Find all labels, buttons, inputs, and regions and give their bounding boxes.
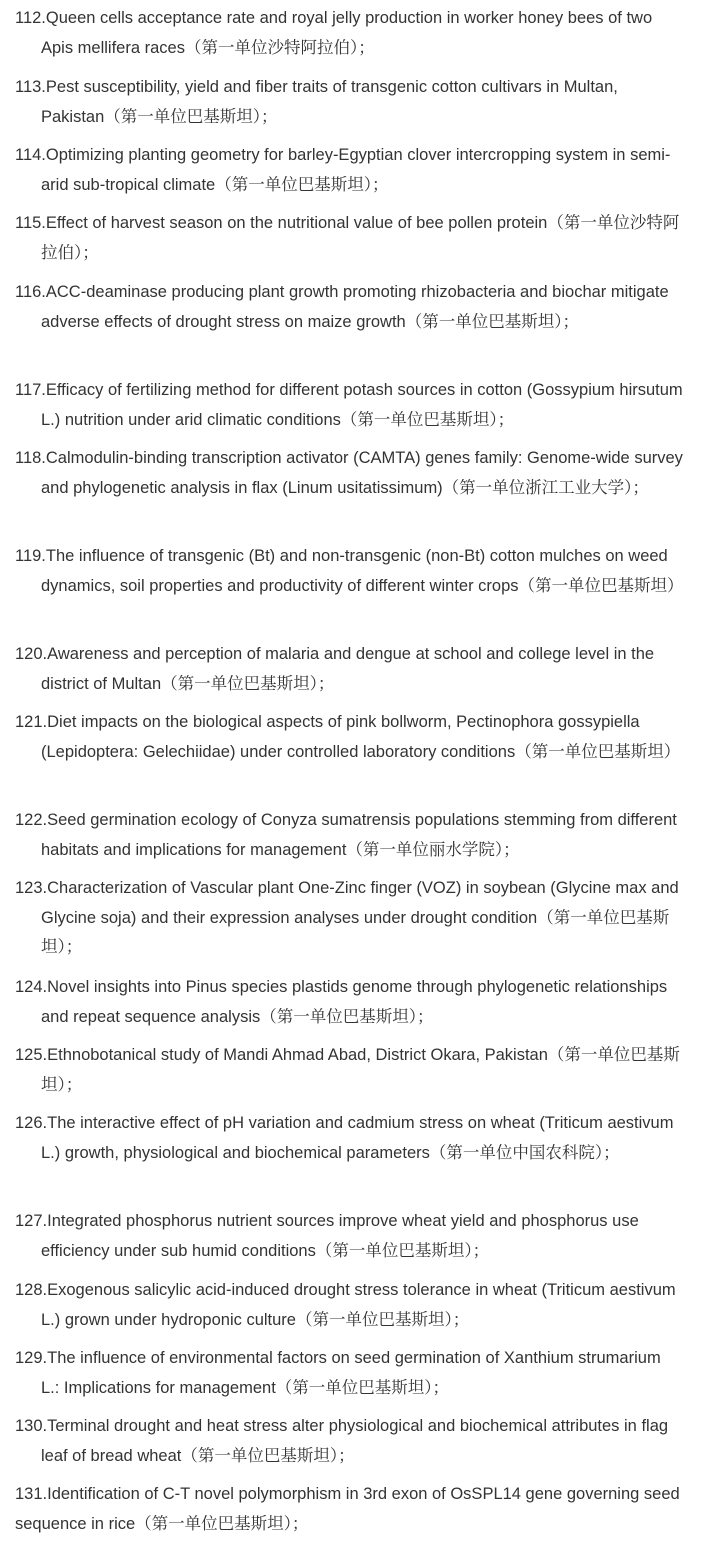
list-item	[15, 1041, 683, 1100]
item-number: 131.	[15, 1485, 48, 1503]
item-text: Seed germination ecology of Conyza sumatrensis populations stemming from different habitats and implications for management（第一单位丽水学院）；	[41, 811, 677, 859]
item-text: Efficacy of fertilizing method for different potash sources in cotton (Gossypium hirsutum L.) nutrition under arid climatic conditions（第一单位巴基斯坦）；	[41, 381, 683, 429]
item-number: 130.	[15, 1417, 48, 1435]
item-text: Effect of harvest season on the nutritional value of bee pollen protein（第一单位沙特阿拉伯）；	[41, 214, 680, 262]
item-text: ACC-deaminase producing plant growth promoting rhizobacteria and biochar mitigate adverse effects of drought stress on maize growth（第一单位巴基斯坦）；	[41, 283, 669, 331]
list-item	[15, 1412, 683, 1471]
item-number: 118.	[15, 449, 46, 467]
list-item	[15, 542, 683, 601]
list-item	[15, 444, 683, 503]
list-item	[15, 1480, 683, 1539]
list-item	[15, 209, 683, 268]
item-number: 123.	[15, 879, 48, 897]
list-item	[15, 640, 683, 699]
item-number: 127.	[15, 1212, 48, 1230]
list-item	[15, 874, 683, 963]
item-number: 120.	[15, 645, 48, 663]
item-number: 129.	[15, 1349, 48, 1367]
item-text: Terminal drought and heat stress alter physiological and biochemical attributes in flag leaf of bread wheat（第一单位巴基斯坦）；	[41, 1417, 669, 1465]
item-number: 125.	[15, 1046, 48, 1064]
item-number: 112.	[15, 9, 46, 27]
item-text: Awareness and perception of malaria and dengue at school and college level in the district of Multan（第一单位巴基斯坦）；	[41, 645, 655, 693]
list-item	[15, 73, 683, 132]
list-item	[15, 4, 683, 63]
list-item	[15, 708, 683, 767]
item-text: Calmodulin-binding transcription activator (CAMTA) genes family: Genome-wide survey and phylogenetic analysis in flax (Linum usitatissimum)（第一单位浙江工业大学）；	[41, 449, 683, 497]
list-item	[15, 973, 683, 1032]
item-text: Characterization of Vascular plant One-Zinc finger (VOZ) in soybean (Glycine max and Glycine soja) and their expression analyses under drought condition（第一单位巴基斯坦）；	[41, 879, 679, 956]
item-number: 128.	[15, 1281, 48, 1299]
item-text: Queen cells acceptance rate and royal jelly production in worker honey bees of two Apis mellifera races（第一单位沙特阿拉伯）；	[41, 9, 653, 57]
item-number: 113.	[15, 78, 46, 96]
item-text: Integrated phosphorus nutrient sources improve wheat yield and phosphorus use efficiency under sub humid conditions（第一单位巴基斯坦）；	[41, 1212, 639, 1260]
list-item	[15, 1344, 683, 1403]
list-item	[15, 376, 683, 435]
item-number: 114.	[15, 146, 46, 164]
list-item	[15, 1207, 683, 1266]
item-text: Pest susceptibility, yield and fiber traits of transgenic cotton cultivars in Multan, Pakistan（第一单位巴基斯坦）；	[41, 78, 618, 126]
item-text: Optimizing planting geometry for barley-Egyptian clover intercropping system in semi-arid sub-tropical climate（第一单位巴基斯坦）；	[41, 146, 671, 194]
item-text: Exogenous salicylic acid-induced drought stress tolerance in wheat (Triticum aestivum L.) grown under hydroponic culture（第一单位巴基斯坦）；	[41, 1281, 676, 1329]
item-text: Diet impacts on the biological aspects of pink bollworm, Pectinophora gossypiella (Lepidoptera: Gelechiidae) under controlled laboratory conditions（第一单位巴基斯坦）	[41, 713, 681, 761]
list-item	[15, 806, 683, 865]
item-text: The interactive effect of pH variation and cadmium stress on wheat (Triticum aestivum L.) growth, physiological and biochemical parameters（第一单位中国农科院）；	[41, 1114, 674, 1162]
list-item	[15, 1276, 683, 1335]
list-item	[15, 1109, 683, 1168]
item-number: 122.	[15, 811, 48, 829]
item-number: 126.	[15, 1114, 48, 1132]
item-text: The influence of environmental factors on seed germination of Xanthium strumarium L.: Implications for management（第一单位巴基斯坦）；	[41, 1349, 661, 1397]
item-text: Identification of C-T novel polymorphism in 3rd exon of OsSPL14 gene governing seed sequence in rice（第一单位巴基斯坦）；	[15, 1485, 680, 1533]
item-number: 116.	[15, 283, 46, 301]
list-item	[15, 141, 683, 200]
item-text: Ethnobotanical study of Mandi Ahmad Abad, District Okara, Pakistan（第一单位巴基斯坦）；	[41, 1046, 680, 1094]
item-text: Novel insights into Pinus species plastids genome through phylogenetic relationships and repeat sequence analysis（第一单位巴基斯坦）；	[41, 978, 668, 1026]
item-number: 121.	[15, 713, 48, 731]
item-text: The influence of transgenic (Bt) and non-transgenic (non-Bt) cotton mulches on weed dynamics, soil properties and productivity of different winter crops（第一单位巴基斯坦）	[41, 547, 684, 595]
item-number: 124.	[15, 978, 48, 996]
item-number: 115.	[15, 214, 46, 232]
list-item	[15, 278, 683, 337]
item-number: 119.	[15, 547, 46, 565]
item-number: 117.	[15, 381, 46, 399]
